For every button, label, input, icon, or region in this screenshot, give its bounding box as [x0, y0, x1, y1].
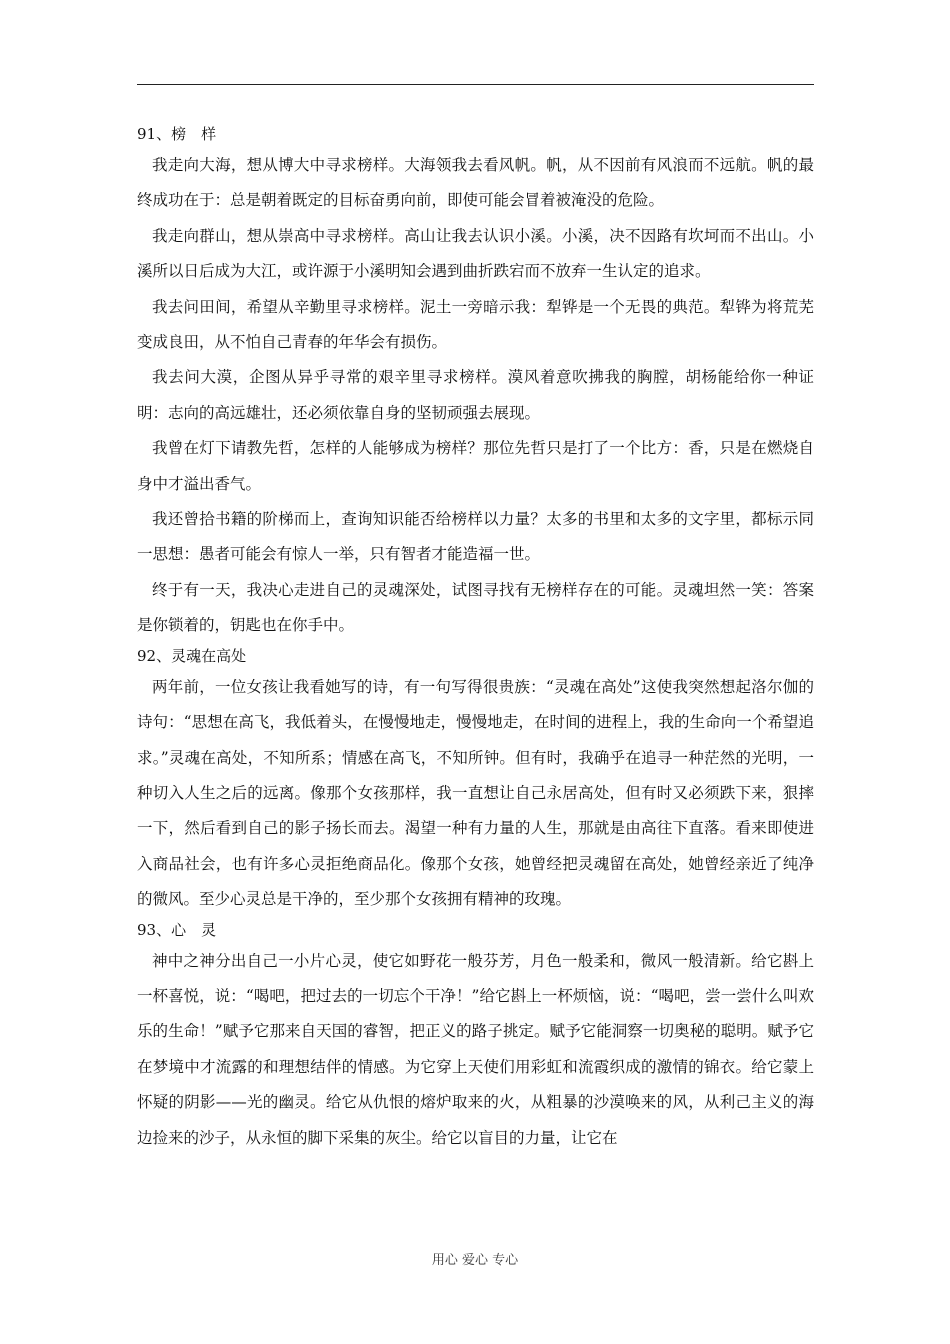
- section-93: [137, 918, 814, 1156]
- paragraph: 我走向群山，想从崇高中寻求榜样。高山让我去认识小溪。小溪，决不因路有坎坷而不出山。小溪所以日后成为大江，或许源于小溪明知会遇到曲折跌宕而不放弃一生认定的追求。: [137, 226, 814, 281]
- paragraph: 我去问大漠，企图从异乎寻常的艰辛里寻求榜样。漠风着意吹拂我的胸膛，胡杨能给你一种证明：志向的高远雄壮，还必须依靠自身的坚韧顽强去展现。: [137, 368, 814, 422]
- paragraph: 我曾在灯下请教先哲，怎样的人能够成为榜样？那位先哲只是打了一个比方：香，只是在燃烧自身中才溢出香气。: [137, 439, 814, 493]
- page-footer: 用心 爱心 专心: [431, 1253, 519, 1268]
- paragraph: 两年前，一位女孩让我看她写的诗，有一句写得很贵族：“灵魂在高处”这使我突然想起洛尔伽的诗句：“思想在高飞，我低着头，在慢慢地走，慢慢地走，在时间的进程上，我的生命向一个希望追求。”灵魂在高处，不知所系；情感在高飞，不知所钟。但有时，我确乎在追寻一种茫然的光明，一种切入人生之后的远离。像那个女孩那样，我一直想让自己永居高处，但有时又必须跌下来，狠摔一下，然后看到自己的影子扬长而去。渴望一种有力量的人生，那就是由高往下直落。看来即使进入商品社会，也有许多心灵拒绝商品化。像那个女孩，她曾经把灵魂留在高处，她曾经亲近了纯净的微风。至少心灵总是干净的，至少那个女孩拥有精神的玫瑰。: [137, 677, 814, 909]
- paragraph: 终于有一天，我决心走进自己的灵魂深处，试图寻找有无榜样存在的可能。灵魂坦然一笑：答案是你锁着的，钥匙也在你手中。: [137, 580, 814, 635]
- section-91: [137, 122, 814, 644]
- paragraph: 我还曾拾书籍的阶梯而上，查询知识能否给榜样以力量？太多的书里和太多的文字里，都标示同一思想：愚者可能会有惊人一举，只有智者才能造福一世。: [137, 510, 814, 564]
- paragraph: 我去问田间，希望从辛勤里寻求榜样。泥土一旁暗示我：犁铧是一个无畏的典范。犁铧为将荒芜变成良田，从不怕自己青春的年华会有损伤。: [137, 297, 814, 352]
- section-heading: 93、心 灵: [137, 920, 217, 939]
- section-heading: 91、榜 样: [137, 125, 217, 143]
- paragraph: 我走向大海，想从博大中寻求榜样。大海领我去看风帆。帆，从不因前有风浪而不远航。帆的最终成功在于：总是朝着既定的目标奋勇向前，即使可能会冒着被淹没的危险。: [137, 156, 814, 210]
- paragraph: 神中之神分出自己一小片心灵，使它如野花一般芬芳，月色一般柔和，微风一般清新。给它斟上一杯喜悦，说：“喝吧，把过去的一切忘个干净！”给它斟上一杯烦恼，说：“喝吧，尝一尝什么叫欢乐的生命！”赋予它那来自天国的睿智，把正义的路子挑定。赋予它能洞察一切奥秘的聪明。赋予它在梦境中才流露的和理想结伴的情感。为它穿上天使们用彩虹和流霞织成的激情的锦衣。给它蒙上怀疑的阴影——光的幽灵。给它从仇恨的熔炉取来的火，从粗暴的沙漠唤来的风，从利己主义的海边捡来的沙子，从永恒的脚下采集的灰尘。给它以盲目的力量，让它在: [137, 951, 814, 1147]
- section-92: [137, 644, 814, 918]
- section-heading: 92、灵魂在高处: [137, 646, 247, 665]
- document-body: [137, 122, 814, 1156]
- header-rule: [137, 84, 814, 85]
